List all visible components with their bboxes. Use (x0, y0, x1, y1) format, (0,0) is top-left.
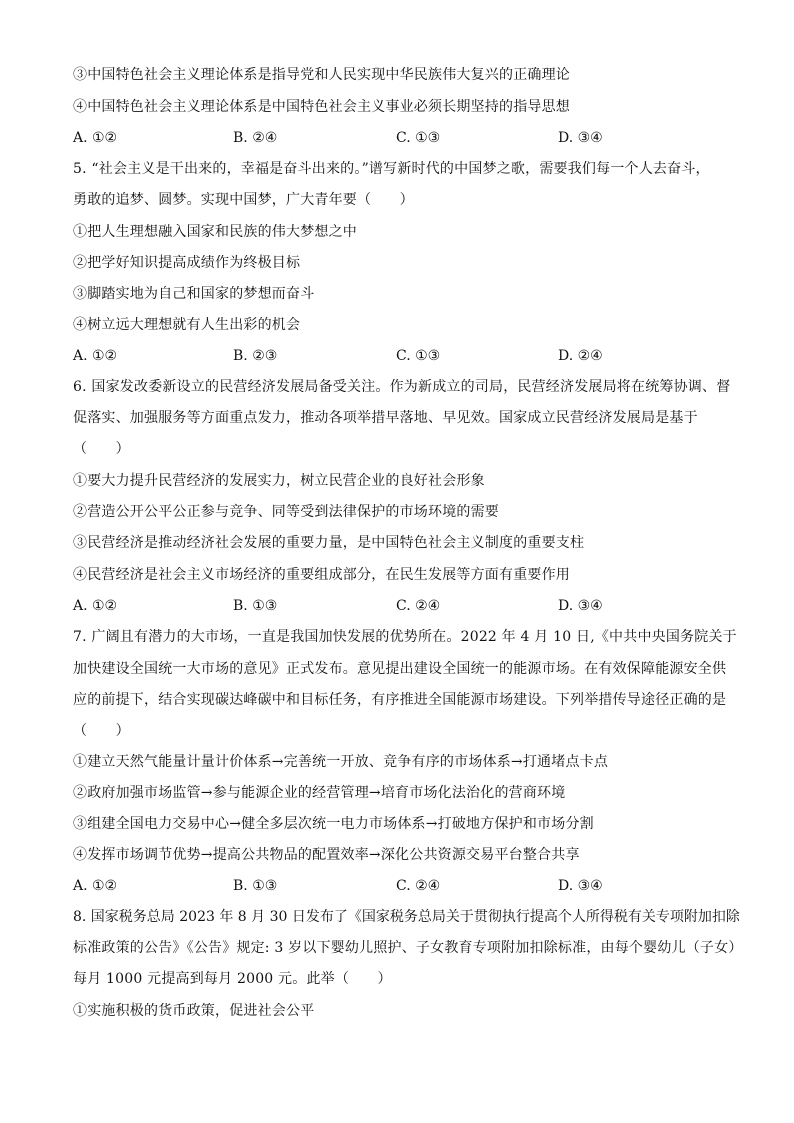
q7-stem-line-2: 加快建设全国统一大市场的意见》正式发布。意见提出建设全国统一的能源市场。在有效保障能源安全供 (73, 661, 727, 677)
q5-option-a[interactable]: A. ①② (73, 348, 118, 364)
q6-stem-line-3: （ ） (73, 441, 130, 457)
q4-options (73, 128, 733, 148)
q5-option-b[interactable]: B. ②③ (233, 348, 278, 364)
q4-option-b[interactable]: B. ②④ (233, 130, 278, 146)
q5-statement-4: ④树立远大理想就有人生出彩的机会 (73, 317, 301, 333)
q5-option-d[interactable]: D. ②④ (558, 348, 603, 364)
q6-options (73, 596, 733, 616)
q6-option-c[interactable]: C. ②④ (396, 598, 441, 614)
q5-statement-2: ②把学好知识提高成绩作为终极目标 (73, 255, 301, 271)
q6-stem-line-1: 6. 国家发改委新设立的民营经济发展局备受关注。作为新成立的司局，民营经济发展局将在统筹协调、督 (73, 379, 731, 395)
q4-statement-3: ③中国特色社会主义理论体系是指导党和人民实现中华民族伟大复兴的正确理论 (73, 67, 570, 83)
q5-statement-1: ①把人生理想融入国家和民族的伟大梦想之中 (73, 224, 357, 240)
q7-statement-3: ③组建全国电力交易中心→健全多层次统一电力市场体系→打破地方保护和市场分割 (73, 816, 594, 832)
q5-stem-line-1: 5. “社会主义是干出来的，幸福是奋斗出来的。”谱写新时代的中国梦之歌，需要我们每一个人去奋斗， (73, 161, 710, 177)
q7-option-d[interactable]: D. ③④ (558, 878, 603, 894)
q7-stem-line-3: 应的前提下，结合实现碳达峰碳中和目标任务，有序推进全国能源市场建设。下列举措传导途径正确的是 (73, 692, 727, 708)
q6-statement-2: ②营造公开公平公正参与竞争、同等受到法律保护的市场环境的需要 (73, 504, 499, 520)
q7-statement-4: ④发挥市场调节优势→提高公共物品的配置效率→深化公共资源交易平台整合共享 (73, 847, 580, 863)
q5-options (73, 346, 733, 366)
q8-stem-line-1: 8. 国家税务总局 2023 年 8 月 30 日发布了《国家税务总局关于贯彻执行提高个人所得税有关专项附加扣除 (73, 909, 740, 925)
q6-option-d[interactable]: D. ③④ (558, 598, 603, 614)
q7-statement-1: ①建立天然气能量计量计价体系→完善统一开放、竞争有序的市场体系→打通堵点卡点 (73, 754, 609, 770)
q6-option-b[interactable]: B. ①③ (233, 598, 278, 614)
q5-statement-3: ③脚踏实地为自己和国家的梦想而奋斗 (73, 286, 315, 302)
q8-statement-1: ①实施积极的货币政策，促进社会公平 (73, 1003, 315, 1019)
q6-option-a[interactable]: A. ①② (73, 598, 118, 614)
q7-statement-2: ②政府加强市场监管→参与能源企业的经营管理→培育市场化法治化的营商环境 (73, 785, 566, 801)
q4-statement-4: ④中国特色社会主义理论体系是中国特色社会主义事业必须长期坚持的指导思想 (73, 99, 570, 115)
q6-statement-1: ①要大力提升民营经济的发展实力，树立民营企业的良好社会形象 (73, 473, 485, 489)
q7-options (73, 876, 733, 896)
q4-option-a[interactable]: A. ①② (73, 130, 118, 146)
q6-stem-line-2: 促落实、加强服务等方面重点发力，推动各项举措早落地、早见效。国家成立民营经济发展局是基于 (73, 410, 698, 426)
q8-stem-line-3: 每月 1000 元提高到每月 2000 元。此举（ ） (73, 971, 392, 987)
q7-option-c[interactable]: C. ②④ (396, 878, 441, 894)
q7-option-b[interactable]: B. ①③ (233, 878, 278, 894)
q8-stem-line-2: 标准政策的公告》《公告》规定: 3 岁以下婴幼儿照护、子女教育专项附加扣除标准，由每个婴幼儿（子女） (73, 940, 743, 956)
q6-statement-4: ④民营经济是社会主义市场经济的重要组成部分，在民生发展等方面有重要作用 (73, 567, 570, 583)
q7-stem-line-4: （ ） (73, 723, 130, 739)
q6-statement-3: ③民营经济是推动经济社会发展的重要力量，是中国特色社会主义制度的重要支柱 (73, 535, 585, 551)
q5-option-c[interactable]: C. ①③ (396, 348, 441, 364)
q7-option-a[interactable]: A. ①② (73, 878, 118, 894)
q7-stem-line-1: 7. 广阔且有潜力的大市场，一直是我国加快发展的优势所在。2022 年 4 月 10 日,《中共中央国务院关于 (73, 629, 737, 645)
q4-option-d[interactable]: D. ③④ (558, 130, 603, 146)
q4-option-c[interactable]: C. ①③ (396, 130, 441, 146)
q5-stem-line-2: 勇敢的追梦、圆梦。实现中国梦，广大青年要（ ） (73, 192, 414, 208)
